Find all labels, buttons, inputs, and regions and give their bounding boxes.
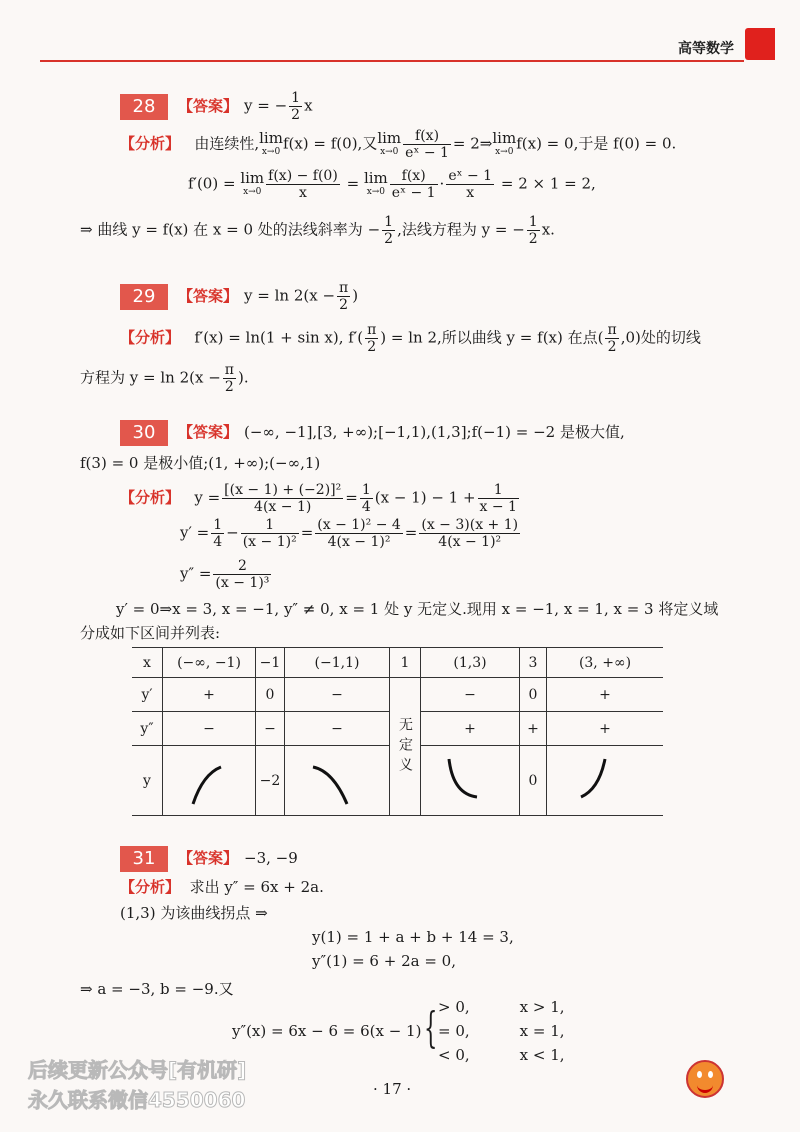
table-row: y′ + 0 − 无定义 − 0 + <box>132 678 663 712</box>
running-header-title: 高等数学 <box>678 41 734 57</box>
q28-analysis-line2: f′(0) = lim x→0 $\frac{f(x) - f(0)}{x}$ = lim x→0 $\frac{f(x)}{\text{eˣ − 1}}$ · $\frac{\text{eˣ − 1}}{x}$ = 2 × 1 = 2, <box>188 168 596 201</box>
q28-number: 28 <box>120 94 168 120</box>
smiley-face-icon <box>686 1060 724 1098</box>
q28-analysis-line1: 【分析】 由连续性,lim x→0 f(x) = f(0),又lim x→0 $\frac{f(x)}{\text{eˣ − 1}}$ = 2⇒lim x→0 f(x) = 0,于是 f(0) = 0. <box>120 128 677 161</box>
q31-number: 31 <box>120 846 168 872</box>
q30-analysis-line2: y′ = $\frac{1}{4}$ − $\frac{1}{\text{(x − 1)²}}$ = $\frac{\text{(x − 1)² − 4}}{\text{4(x − 1)²}}$ = $\frac{(x - 3)(x + 1)}{\text{4(x − 1)²}}$ <box>180 517 519 550</box>
table-row: y −2 0 <box>132 746 663 816</box>
q30-answer-line: 30 【答案】 (−∞, −1],[3, +∞);[−1,1),(1,3];f(−1) = −2 是极大值, <box>120 420 625 446</box>
table-row: y″ − − − + + + <box>132 712 663 746</box>
piecewise-brace: { <box>424 1003 438 1052</box>
page-number: · 17 · <box>373 1080 412 1098</box>
q30-analysis-line1: 【分析】 y = $\frac{\text{[(x − 1) + (−2)]²}}{4(x - 1)}$ = $\frac{1}{4}$ (x − 1) − 1 + $\frac{1}{x - 1}$ <box>120 482 517 515</box>
q29-number: 29 <box>120 284 168 310</box>
piecewise-case-3: < 0, x < 1, <box>438 1046 565 1064</box>
curve-concave-up-min <box>421 746 520 816</box>
q31-analysis-line1: 【分析】 求出 y″ = 6x + 2a. <box>120 878 324 896</box>
curve-concave-down <box>285 746 390 816</box>
piecewise-case-1: > 0, x > 1, <box>438 998 565 1016</box>
header-rule <box>40 60 744 62</box>
q28-analysis-line3: ⇒ 曲线 y = f(x) 在 x = 0 处的法线斜率为 − $\frac{1}{2}$ ,法线方程为 y = − $\frac{1}{2}$ x. <box>80 214 555 247</box>
table-row: x (−∞, −1) −1 (−1,1) 1 (1,3) 3 (3, +∞) <box>132 648 663 678</box>
curve-concave-up-left <box>163 746 256 816</box>
q29-analysis-line1: 【分析】 f′(x) = ln(1 + sin x), f′( $\frac{\pi}{2}$ ) = ln 2,所以曲线 y = f(x) 在点( $\frac{\pi}{2}$ ,0)处的切线 <box>120 322 701 355</box>
q31-line2: (1,3) 为该曲线拐点 ⇒ <box>120 904 268 922</box>
q31-piecewise-lhs: y″(x) = 6x − 6 = 6(x − 1) <box>232 1022 422 1040</box>
q30-answer-line2: f(3) = 0 是极小值;(1, +∞);(−∞,1) <box>80 454 321 472</box>
q28-answer-line: 28 【答案】 y = − $\frac{1}{2}$ x <box>120 90 313 123</box>
q31-line5: ⇒ a = −3, b = −9.又 <box>80 980 234 998</box>
q31-line4: y″(1) = 6 + 2a = 0, <box>312 952 456 970</box>
q29-analysis-line2: 方程为 y = ln 2(x − $\frac{\pi}{2}$ ). <box>80 362 249 395</box>
sign-table <box>132 647 663 816</box>
q29-answer-line: 29 【答案】 y = ln 2(x − $\frac{\pi}{2}$ ) <box>120 280 358 313</box>
header-tab <box>745 28 775 60</box>
piecewise-case-2: = 0, x = 1, <box>438 1022 565 1040</box>
q30-paragraph2: 分成如下区间并列表: <box>80 624 221 642</box>
watermark: 后续更新公众号[有机研] 永久联系微信4550060 <box>28 1058 247 1112</box>
curve-rising-convex <box>547 746 664 816</box>
q31-line3: y(1) = 1 + a + b + 14 = 3, <box>312 928 514 946</box>
q28-analysis-label: 【分析】 <box>120 134 181 153</box>
q31-answer-line: 31 【答案】 −3, −9 <box>120 846 298 872</box>
q28-answer-label: 【答案】 <box>178 96 239 115</box>
undefined-cell: 无定义 <box>390 678 421 816</box>
q30-number: 30 <box>120 420 168 446</box>
q30-analysis-line3: y″ = $\frac{2}{\text{(x − 1)³}}$ <box>180 558 270 591</box>
q30-paragraph1: y′ = 0⇒x = 3, x = −1, y″ ≠ 0, x = 1 处 y 无定义.现用 x = −1, x = 1, x = 3 将定义域 <box>116 600 719 618</box>
